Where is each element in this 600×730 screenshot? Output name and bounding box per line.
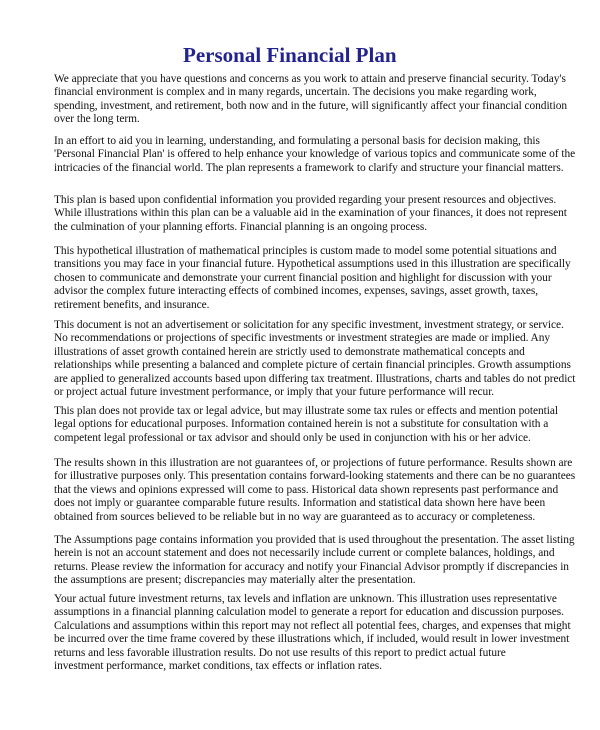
paragraph-line: or project actual future investment performance, or imply that your future performance will recur. [54,386,495,399]
paragraph-line: obtained from sources believed to be reliable but in no way are guaranteed as to accuracy or completeness. [54,510,536,523]
paragraph-line: investment performance, market conditions, tax effects or inflation rates. [54,660,382,673]
paragraph-line: be incurred over the time frame covered by these illustrations which, if included, would result in lower investment [54,633,570,646]
paragraph-line: that the views and opinions expressed will come to pass. Historical data shown represents past performance and [54,483,559,496]
paragraph-line: This document is not an advertisement or solicitation for any specific investment, investment strategy, or service. [54,319,564,331]
paragraph-line: assumptions in a financial planning calculation model to generate a report for education and discussion purposes. [54,606,564,619]
paragraph-line: In an effort to aid you in learning, understanding, and formulating a personal basis for decision making, this [54,135,540,147]
paragraph-line: herein is not an account statement and does not necessarily include current or complete balances, holdings, and [54,547,555,560]
paragraph-line: intricacies of the financial world. The plan represents a framework to clarify and structure your financial matters. [54,161,564,174]
paragraph-line: relationships while presenting a balanced and complete picture of certain financial principles. Growth assumptions [54,359,571,372]
paragraph-line: advisor the complex future interacting effects of combined incomes, expenses, savings, asset growth, taxes, [54,285,539,298]
paragraph-results [54,457,576,524]
paragraph-intro [54,73,568,127]
paragraph-tax-legal [54,405,564,445]
paragraph-line: We appreciate that you have questions and concerns as you work to attain and preserve financial security. Today's [54,73,566,85]
document-title: Personal Financial Plan [183,43,397,67]
paragraph-line: No recommendations or projections of specific investments or investment strategies are made or implied. Any [54,332,551,345]
paragraph-line: transitions you may face in your financial future. Hypothetical assumptions used in this illustration are specifically [54,258,571,271]
paragraph-future-returns [54,593,571,673]
paragraph-line: illustrations of asset growth contained herein are strictly used to demonstrate mathematical concepts and [54,345,525,358]
paragraph-purpose [54,135,576,175]
paragraph-assumptions [54,534,575,588]
paragraph-line: for illustrative purposes only. This presentation contains forward-looking statements and there can be no guarantees [54,470,576,483]
paragraph-line: the assumptions are present; discrepancies may materially alter the presentation. [54,574,416,587]
paragraph-line: returns. Please review the information for accuracy and notify your Financial Advisor promptly if discrepancies in [54,560,569,573]
paragraph-line: This plan is based upon confidential information you provided regarding your present resources and objectives. [54,194,557,206]
paragraph-line: Your actual future investment returns, tax levels and inflation are unknown. This illustration uses representative [54,593,557,605]
paragraph-line: While illustrations within this plan can be a valuable aid in the examination of your finances, it does not represent [54,207,567,220]
paragraph-line: over the long term. [54,113,140,126]
paragraph-line: are applied to generalized accounts based upon differing tax treatment. Illustrations, charts and tables do not predict [54,372,576,385]
paragraph-line: The results shown in this illustration are not guarantees of, or projections of future performance. Results shown are [54,457,573,469]
paragraph-line: financial environment is complex and in many regards, uncertain. The decisions you make regarding work, [54,86,537,99]
paragraph-line: The Assumptions page contains information you provided that is used throughout the presentation. The asset listing [54,534,575,546]
paragraph-line: competent legal professional or tax advisor and should only be used in conjunction with his or her advice. [54,431,531,444]
paragraph-line: legal options for educational purposes. Information contained herein is not a substitute for consultation with a [54,418,549,431]
paragraph-line: 'Personal Financial Plan' is offered to help enhance your knowledge of various topics and communicate some of the [54,148,576,161]
paragraph-line: does not imply or guarantee comparable future results. Information and statistical data shown here have been [54,497,546,510]
paragraph-line: retirement benefits, and insurance. [54,298,210,311]
paragraph-line: spending, investment, and retirement, both now and in the future, will significantly affect your financial condition [54,99,568,112]
paragraph-line: the culmination of your planning efforts. Financial planning is an ongoing process. [54,220,428,233]
paragraph-line: Calculations and assumptions within this report may not reflect all potential fees, charges, and expenses that might [54,619,571,632]
paragraph-hypothetical [54,245,571,312]
paragraph-line: This plan does not provide tax or legal advice, but may illustrate some tax rules or effects and mention potential [54,405,558,417]
paragraph-confidential [54,194,567,234]
paragraph-line: returns and less favorable illustration results. Do not use results of this report to predict actual future [54,646,506,659]
paragraph-not-advertisement [54,319,576,399]
paragraph-line: chosen to communicate and demonstrate your current financial position and highlight for discussion with your [54,271,552,284]
paragraph-line: This hypothetical illustration of mathematical principles is custom made to model some potential situations and [54,245,557,257]
